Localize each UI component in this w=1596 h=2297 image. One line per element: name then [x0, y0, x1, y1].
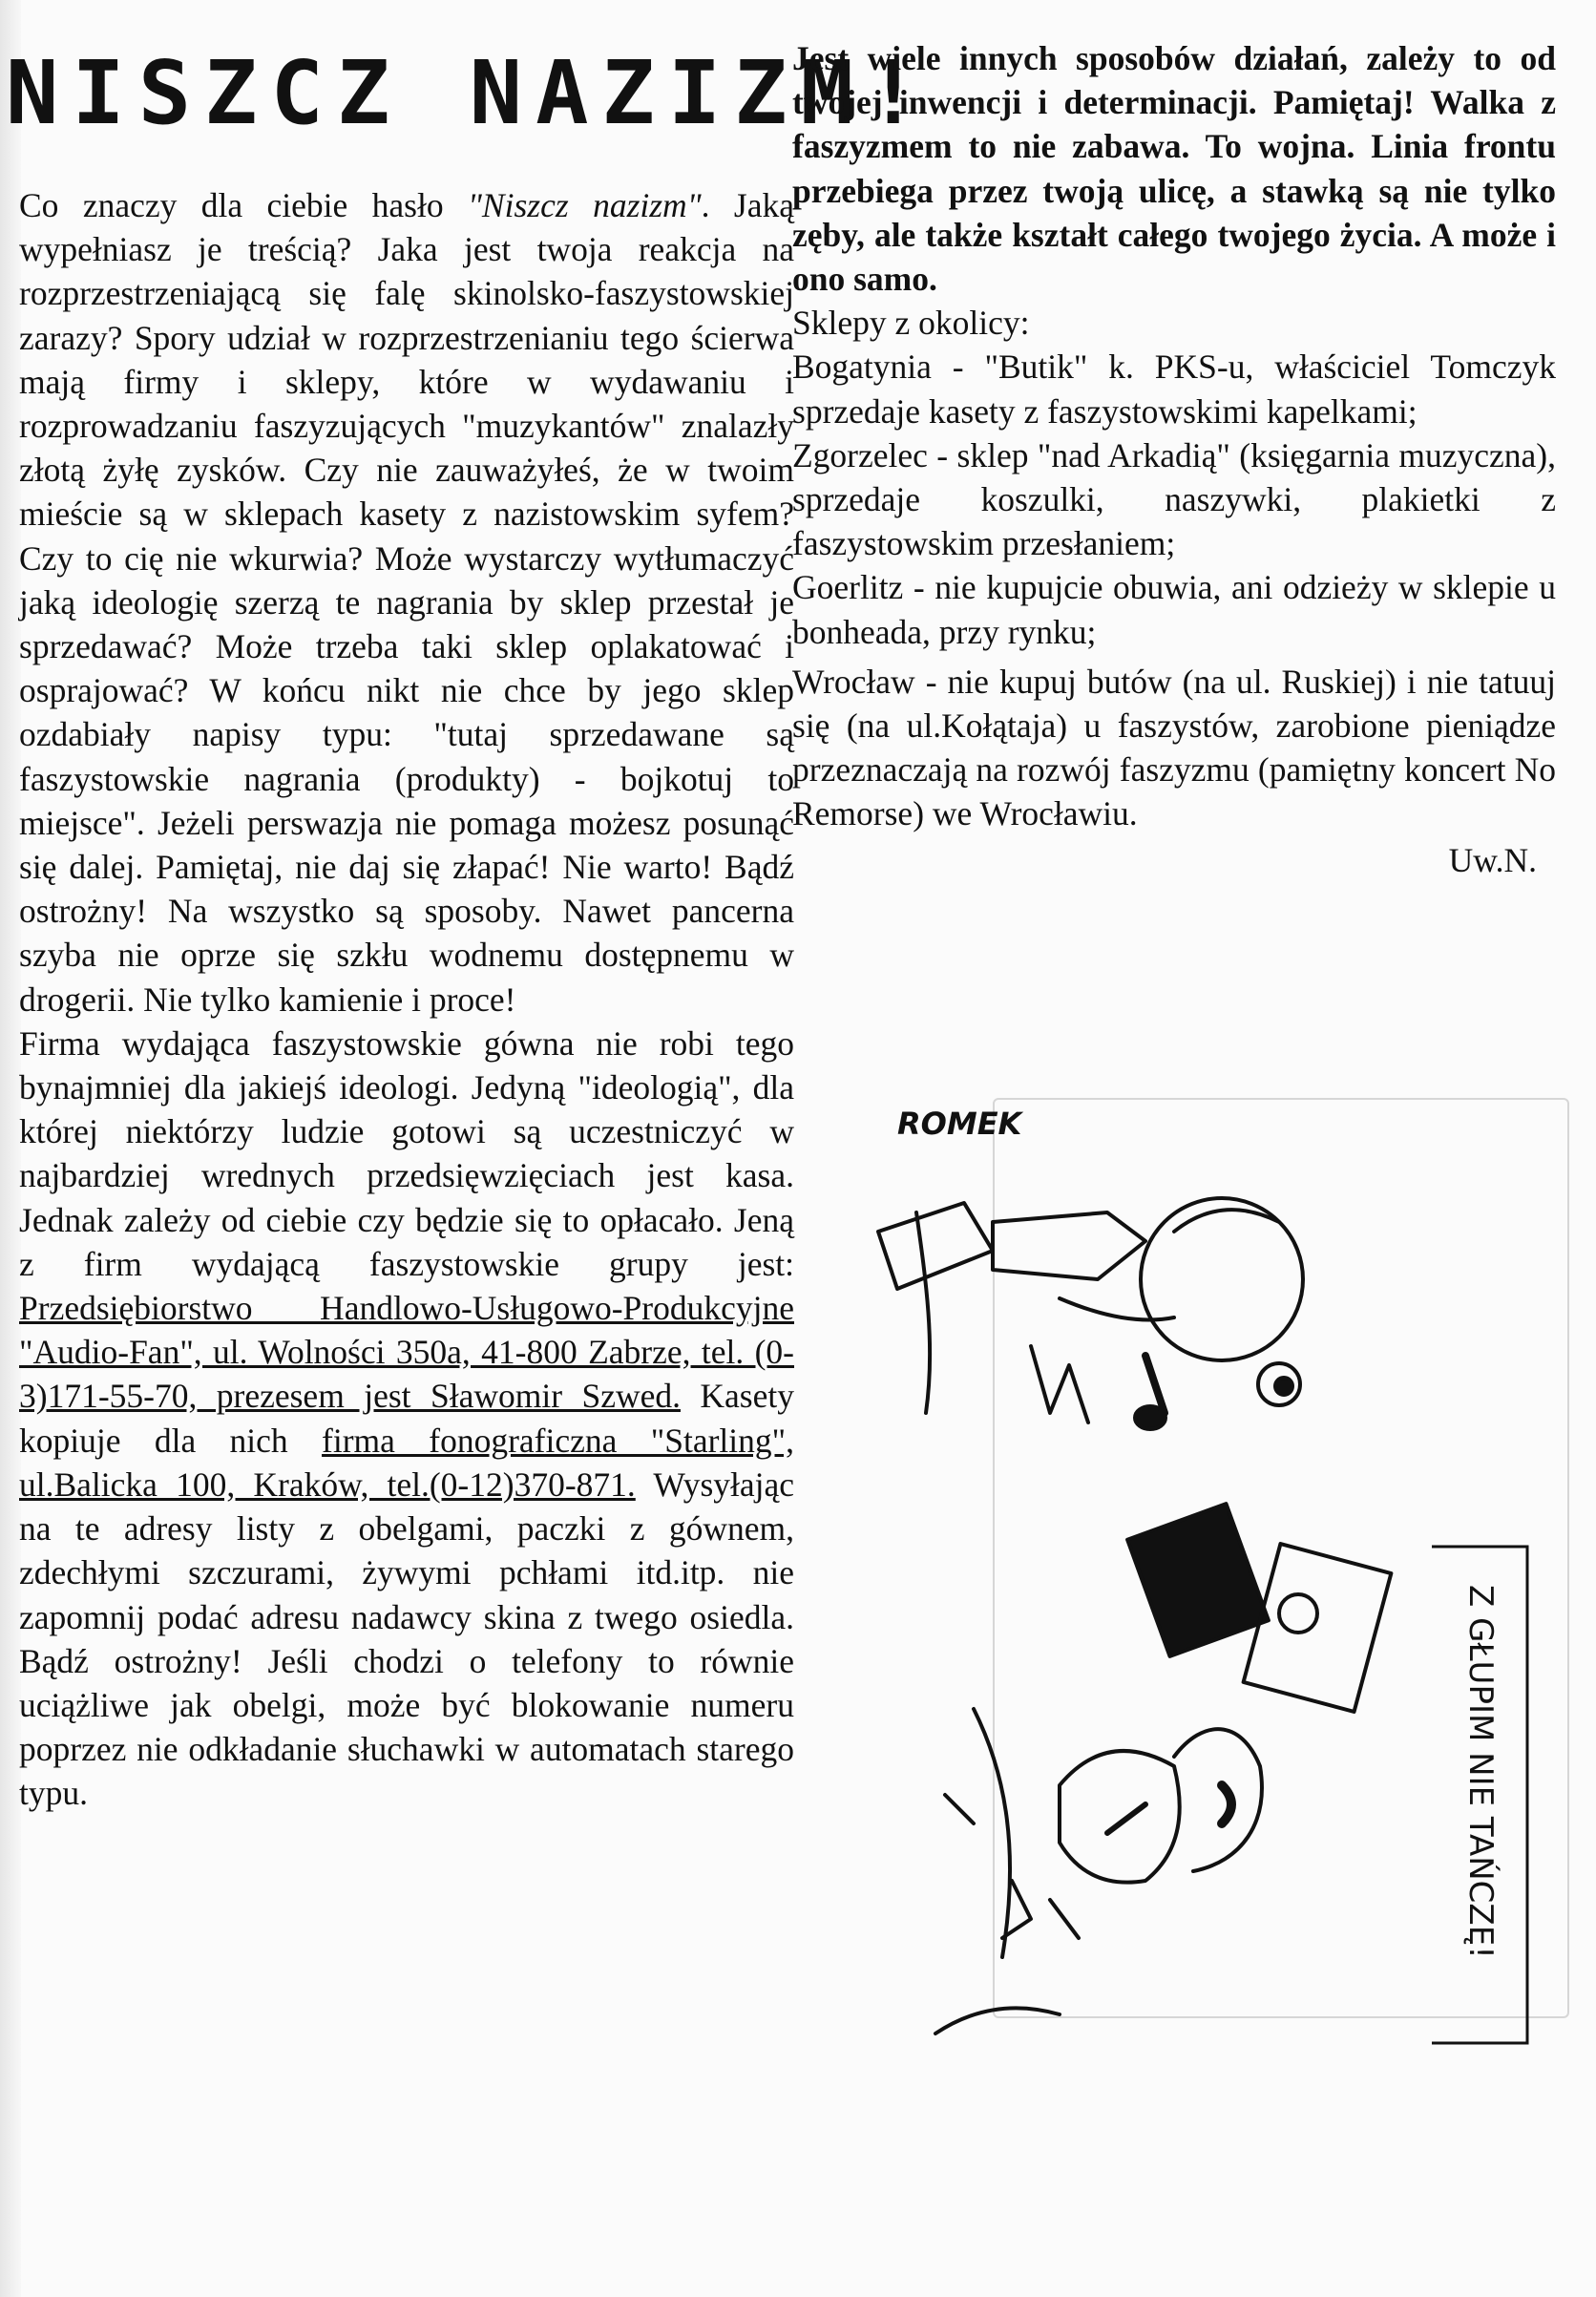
- shop-entry-zgorzelec: Zgorzelec - sklep "nad Arkadią" (księgarnia muzyczna), sprzedaje koszulki, naszywki, plakietki z faszystowskim przesłaniem;: [792, 435, 1556, 563]
- cartoon-arm-left: [916, 1212, 930, 1413]
- shop-entry-bogatynia: Bogatynia - "Butik" k. PKS-u, właściciel Tomczyk sprzedaje kasety z faszystowskimi kapelkami;: [792, 348, 1556, 431]
- cartoon-label-romek: ROMEK: [897, 1106, 1022, 1142]
- shop-entry-goerlitz: Goerlitz - nie kupujcie obuwia, ani odzieży w sklepie u bonheada, przy rynku;: [792, 568, 1556, 651]
- left-column: [19, 183, 794, 1816]
- page-title: NISZCZ NAZIZM!: [6, 42, 934, 144]
- page-edge-shadow: [0, 0, 21, 2297]
- music-note-icon: [1145, 1356, 1165, 1413]
- signature: Uw.N.: [1448, 840, 1537, 879]
- call-to-action: Jest wiele innych sposobów działań, zależy to od twojej inwencji i determinacji. Pamiętaj! Walka z faszyzmem to nie zabawa. To wojna. Linia frontu przebiega przez twoją ulicę, a stawką są nie tylko zęby, ale także kształt całego twojego życia. A może i ono samo.: [792, 39, 1556, 299]
- intro-paragraph: Co znaczy dla ciebie hasło "Niszcz nazizm". Jaką wypełniasz je treścią? Jaka jest twoja reakcja na rozprzestrzeniającą się falę skinolsko-faszystowskiej zarazy? Spory udział w rozprzestrzenianiu tego ścierwa mają firmy i sklepy, które w wydawaniu i rozprowadzaniu faszyzujących "muzykantów" znalazły złotą żyłę zysków. Czy nie zauważyłeś, że w twoim mieście są w sklepach kasety z nazistowskim syfem? Czy to cię nie wkurwia? Może wystarczy wytłumaczyć jaką ideologię szerzą te nagrania by sklep przestał je sprzedawać? Może trzeba taki sklep oplakatować i osprajować? W końcu nikt nie chce by jego sklep ozdabiały napisy typu: "tutaj sprzedawane są faszystowskie nagrania (produkty) - bojkotuj to miejsce". Jeżeli perswazja nie pomaga możesz posunąć się dalej. Pamiętaj, nie daj się złapać! Nie warto! Bądź ostrożny! Na wszystko są sposoby. Nawet pancerna szyba nie oprze się szkłu wodnemu dostępnemu w drogerii. Nie tylko kamienie i proce!: [19, 186, 794, 1019]
- shop-entry-wroclaw: Wrocław - nie kupuj butów (na ul. Ruskiej) i nie tatuuj się (na ul.Kołątaja) u faszystów, zarobione pieniądze przeznaczają na rozwój faszyzmu (pamiętny koncert No Remorse) we Wrocławiu.: [792, 662, 1556, 833]
- company-paragraph: Firma wydająca faszystowskie gówna nie robi tego bynajmniej dla jakiejś ideologi. Jedyną "ideologią", dla której niektórzy ludzie gotowi są uczestniczyć w najbardziej wrednych przedsięwzięciach jest kasa. Jednak zależy od ciebie czy będzie się to opłacało. Jeną z firm wydającą faszystowskie grupy jest: Przedsiębiorstwo Handlowo-Usługowo-Produkcyjne "Audio-Fan", ul. Wolności 350a, 41-800 Zabrze, tel. (0-3)171-55-70, prezesem jest Sławomir Szwed. Kasety kopiuje dla nich firma fonograficzna "Starling", ul.Balicka 100, Kraków, tel.(0-12)370-871. Wysyłając na te adresy listy z obelgami, paczki z gównem, zdechłymi szczurami, żywymi pchłami itd.itp. nie zapomnij podać adresu nadawcy skina z twego osiedla. Bądź ostrożny! Jeśli chodzi o telefony to równie uciążliwe jak obelgi, może być blokowanie numeru poprzez nie odkładanie słuchawki w automatach starego typu.: [19, 1023, 795, 1813]
- cartoon-sleeve: [878, 1203, 993, 1289]
- shops-heading: Sklepy z okolicy:: [792, 304, 1030, 343]
- cartoon-body-bottom: [974, 1709, 1010, 1957]
- cartoon-bandana: [993, 1212, 1145, 1279]
- cartoon-illustration: [859, 1098, 1585, 2081]
- boombox-icon: [1127, 1504, 1269, 1656]
- copier-address: firma fonograficzna "Starling", ul.Balicka 100, Kraków, tel.(0-12)370-871.: [19, 1421, 795, 1504]
- cartoon-drawing: [859, 1098, 1585, 2081]
- cartoon-speech-text: Z GŁUPIM NIE TAŃCZĘ!: [1461, 1585, 1500, 1959]
- right-column: [792, 36, 1556, 882]
- company-address: Przedsiębiorstwo Handlowo-Usługowo-Produkcyjne "Audio-Fan", ul. Wolności 350a, 41-800 Zabrze, tel. (0-3)171-55-70, prezesem jest Sławomir Szwed.: [19, 1289, 794, 1416]
- slogan-quote: "Niszcz nazizm": [468, 186, 702, 224]
